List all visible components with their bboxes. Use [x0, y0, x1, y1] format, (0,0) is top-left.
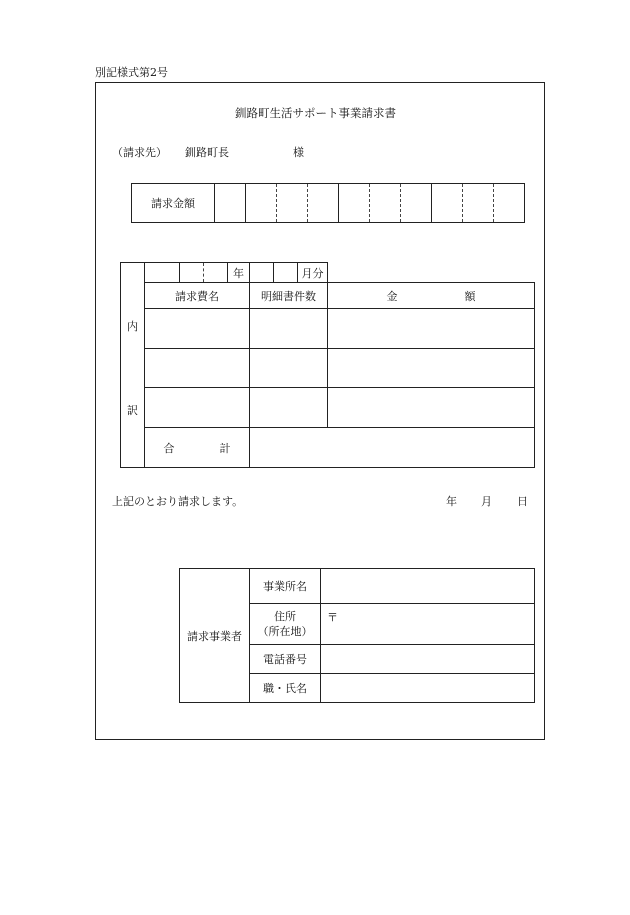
total-label-1: 合 [163, 441, 175, 455]
month-digit-cell[interactable] [250, 263, 274, 283]
address-field[interactable] [321, 604, 535, 645]
request-statement: 上記のとおり請求します。 [112, 495, 244, 508]
business-name-field[interactable] [321, 569, 535, 604]
amount-digit-cell[interactable] [432, 184, 463, 223]
header-count: 明細書件数 [250, 283, 328, 309]
postal-mark: 〒 [327, 611, 338, 624]
form-number: 別記様式第2号 [95, 66, 168, 79]
amount-digit-cell[interactable] [463, 184, 494, 223]
date-month-label: 月 [481, 495, 492, 508]
phone-field[interactable] [321, 645, 535, 674]
blank-corner [328, 263, 535, 283]
phone-label: 電話番号 [250, 645, 321, 674]
amount-digit-cell[interactable] [215, 184, 246, 223]
amount-label: 請求金額 [132, 184, 215, 223]
amount-digit-cell[interactable] [339, 184, 370, 223]
addressee-name: 釧路町長 [185, 146, 229, 159]
addressee-label: （請求先） [112, 146, 167, 159]
applicant-group-label: 請求事業者 [180, 569, 250, 703]
total-label-2: 計 [219, 441, 231, 455]
address-label-line2: （所在地） [257, 625, 313, 638]
item-name-cell[interactable] [145, 388, 250, 428]
year-digit-cell[interactable] [204, 263, 228, 283]
total-value-cell[interactable] [250, 428, 535, 468]
applicant-table [179, 568, 535, 703]
amount-digit-cell[interactable] [494, 184, 525, 223]
form-title: 釧路町生活サポート事業請求書 [235, 106, 396, 120]
date-day-label: 日 [517, 495, 528, 508]
amount-cell[interactable] [328, 309, 535, 349]
header-amount [328, 283, 535, 309]
amount-digit-cell[interactable] [277, 184, 308, 223]
addressee-honorific: 様 [293, 146, 304, 159]
side-label-top: 内 [127, 320, 138, 333]
count-cell[interactable] [250, 388, 328, 428]
year-digit-cell[interactable] [180, 263, 204, 283]
count-cell[interactable] [250, 349, 328, 388]
amount-digit-cell[interactable] [246, 184, 277, 223]
header-amount-1: 金 [386, 289, 398, 303]
month-digit-cell[interactable] [274, 263, 298, 283]
amount-table [131, 183, 525, 223]
header-amount-2: 額 [464, 289, 476, 303]
total-label [145, 428, 250, 468]
business-name-label: 事業所名 [250, 569, 321, 604]
breakdown-side-label [121, 263, 145, 468]
header-item-name: 請求費名 [145, 283, 250, 309]
item-name-cell[interactable] [145, 349, 250, 388]
year-label: 年 [228, 263, 250, 283]
count-cell[interactable] [250, 309, 328, 349]
address-label-line1: 住所 [274, 609, 296, 623]
title-name-label: 職・氏名 [250, 674, 321, 703]
breakdown-table [120, 262, 535, 468]
amount-digit-cell[interactable] [308, 184, 339, 223]
amount-cell[interactable] [328, 388, 535, 428]
date-year-label: 年 [446, 495, 457, 508]
amount-cell[interactable] [328, 349, 535, 388]
year-digit-cell[interactable] [145, 263, 180, 283]
title-name-field[interactable] [321, 674, 535, 703]
address-label [250, 604, 321, 645]
item-name-cell[interactable] [145, 309, 250, 349]
side-label-bottom: 訳 [127, 404, 138, 417]
amount-digit-cell[interactable] [370, 184, 401, 223]
amount-digit-cell[interactable] [401, 184, 432, 223]
month-label: 月分 [298, 263, 328, 283]
